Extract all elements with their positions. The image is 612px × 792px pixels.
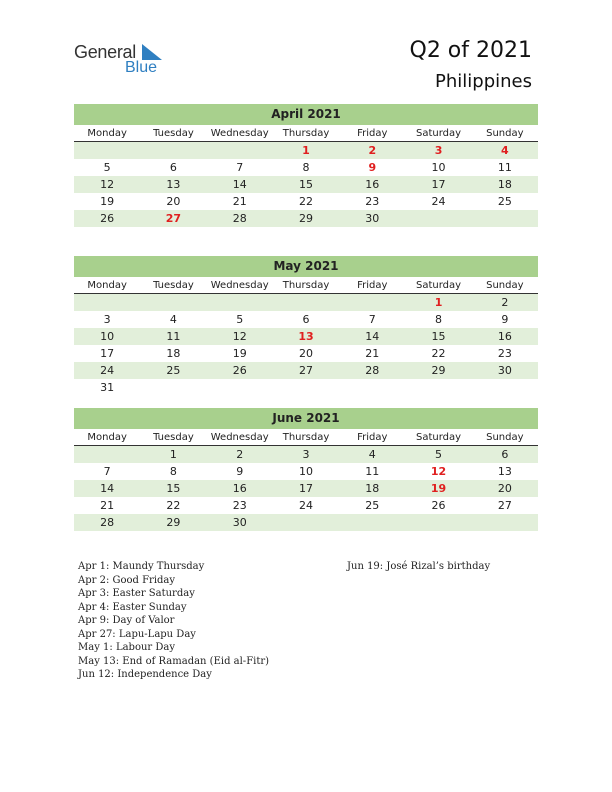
day-cell [472,210,538,227]
day-cell: 10 [298,465,313,478]
day-cell: 23 [365,195,380,208]
holiday-note: Apr 4: Easter Sunday [78,601,187,613]
day-cell: 4 [472,142,538,160]
weekday-header: Saturday [405,277,471,294]
holiday-note: Apr 9: Day of Valor [78,615,175,626]
day-cell: 19 [405,480,471,497]
day-cell: 13 [497,465,512,478]
day-cell: 29 [140,514,206,531]
day-cell: 15 [405,328,471,345]
day-cell [472,379,538,396]
day-cell [207,294,273,312]
day-cell: 28 [207,210,273,227]
week-row [74,379,538,396]
day-cell: 1 [140,446,206,464]
day-cell [405,514,471,531]
month-grid [74,277,538,396]
holiday-note: Apr 3: Easter Saturday [78,588,195,599]
weekday-header: Sunday [472,125,538,142]
day-cell: 11 [140,328,206,345]
day-cell: 23 [232,499,247,512]
day-cell [140,294,206,312]
day-cell: 24 [298,499,313,512]
day-cell: 9 [501,313,509,326]
holiday-list-left [78,560,269,682]
weekday-header: Tuesday [140,429,206,446]
week-row [74,480,538,497]
month-title: June 2021 [74,408,538,429]
weekday-header: Monday [74,125,140,142]
day-cell: 4 [169,313,177,326]
day-cell: 27 [273,362,339,379]
day-cell: 17 [100,347,115,360]
weekday-header: Friday [339,125,405,142]
day-cell: 10 [74,328,140,345]
day-cell: 7 [368,313,376,326]
day-cell: 5 [405,446,471,464]
day-cell [140,142,206,160]
weekday-header: Sunday [472,277,538,294]
day-cell: 28 [74,514,140,531]
day-cell: 4 [339,446,405,464]
month-calendar [74,104,538,227]
weekday-header: Monday [74,429,140,446]
day-cell: 25 [497,195,512,208]
week-row [74,328,538,345]
day-cell: 1 [273,142,339,160]
week-row [74,362,538,379]
day-cell: 24 [74,362,140,379]
day-cell: 18 [472,176,538,193]
week-row [74,514,538,531]
day-cell: 27 [497,499,512,512]
day-cell: 9 [368,161,377,174]
week-row [74,210,538,227]
day-cell [405,379,471,396]
weekday-header: Wednesday [207,277,273,294]
month-calendar [74,256,538,396]
month-calendar [74,408,538,531]
day-cell: 14 [207,176,273,193]
day-cell: 8 [435,313,443,326]
day-cell: 26 [74,210,140,227]
day-cell: 7 [103,465,111,478]
day-cell: 7 [236,161,244,174]
day-cell [207,379,273,396]
day-cell: 27 [140,210,206,227]
day-cell [140,379,206,396]
day-cell: 20 [472,480,538,497]
day-cell: 28 [339,362,405,379]
day-cell: 30 [472,362,538,379]
day-cell: 1 [405,294,471,312]
day-cell: 24 [431,195,446,208]
day-cell: 5 [236,313,244,326]
day-cell: 3 [103,313,111,326]
day-cell: 20 [298,347,313,360]
weekday-header: Saturday [405,429,471,446]
day-cell: 8 [169,465,177,478]
week-row [74,142,538,160]
day-cell: 12 [74,176,140,193]
day-cell: 9 [236,465,244,478]
day-cell [74,294,140,312]
day-cell: 25 [365,499,380,512]
day-cell: 19 [100,195,115,208]
day-cell: 15 [140,480,206,497]
holiday-note: May 1: Labour Day [78,642,175,653]
day-cell: 14 [74,480,140,497]
day-cell: 21 [100,499,115,512]
day-cell: 25 [140,362,206,379]
day-cell [339,294,405,312]
day-cell: 23 [497,347,512,360]
day-cell [74,446,140,464]
day-cell: 2 [339,142,405,160]
day-cell: 10 [431,161,446,174]
week-row [74,311,538,328]
day-cell: 31 [100,381,115,394]
day-cell: 13 [140,176,206,193]
day-cell [207,142,273,160]
holiday-note: Jun 19: José Rizal’s birthday [347,561,491,572]
day-cell: 18 [339,480,405,497]
day-cell: 22 [298,195,313,208]
holiday-note: May 13: End of Ramadan (Eid al-Fitr) [78,655,270,667]
weekday-header: Saturday [405,125,471,142]
day-cell: 18 [166,347,181,360]
brand-general: General [74,42,136,62]
day-cell: 6 [169,161,177,174]
day-cell [405,210,471,227]
holiday-note: Apr 27: Lapu-Lapu Day [78,628,196,640]
day-cell: 29 [405,362,471,379]
week-row [74,345,538,362]
day-cell: 2 [472,294,538,312]
holiday-note: Apr 2: Good Friday [78,574,176,586]
day-cell [339,514,405,531]
weekday-header: Thursday [273,277,339,294]
week-row [74,294,538,312]
weekday-header: Wednesday [207,125,273,142]
day-cell: 3 [273,446,339,464]
day-cell [273,294,339,312]
day-cell [472,514,538,531]
day-cell: 8 [302,161,310,174]
week-row [74,176,538,193]
day-cell: 11 [365,465,380,478]
day-cell: 12 [207,328,273,345]
month-title: April 2021 [74,104,538,125]
brand-logo [74,42,174,78]
country-name: Philippines [435,71,532,92]
day-cell [74,142,140,160]
page-title: Q2 of 2021 [409,38,532,63]
month-grid [74,125,538,227]
day-cell: 30 [339,210,405,227]
day-cell: 21 [365,347,380,360]
day-cell: 5 [103,161,111,174]
weekday-header: Friday [339,429,405,446]
weekday-header: Thursday [273,125,339,142]
week-row [74,463,538,480]
holiday-note: Apr 1: Maundy Thursday [78,561,205,572]
weekday-header: Tuesday [140,277,206,294]
weekday-header: Monday [74,277,140,294]
day-cell: 21 [232,195,247,208]
weekday-header: Thursday [273,429,339,446]
logo-triangle-icon [140,44,162,60]
day-cell: 22 [431,347,446,360]
day-cell: 26 [207,362,273,379]
day-cell: 17 [405,176,471,193]
day-cell: 13 [273,328,339,345]
day-cell: 11 [497,161,512,174]
day-cell: 6 [472,446,538,464]
day-cell: 16 [339,176,405,193]
day-cell [273,379,339,396]
day-cell: 30 [207,514,273,531]
day-cell: 26 [431,499,446,512]
week-row [74,193,538,210]
day-cell [339,379,405,396]
weekday-header: Tuesday [140,125,206,142]
day-cell: 6 [302,313,310,326]
day-cell: 22 [166,499,181,512]
day-cell: 29 [273,210,339,227]
day-cell [273,514,339,531]
day-cell: 20 [166,195,181,208]
weekday-header: Wednesday [207,429,273,446]
month-title: May 2021 [74,256,538,277]
day-cell: 16 [207,480,273,497]
month-grid [74,429,538,531]
weekday-header: Sunday [472,429,538,446]
week-row [74,446,538,464]
day-cell: 12 [430,465,447,478]
day-cell: 3 [405,142,471,160]
day-cell: 16 [472,328,538,345]
day-cell: 15 [273,176,339,193]
day-cell: 17 [273,480,339,497]
holiday-list-right [347,560,490,574]
week-row [74,159,538,176]
day-cell: 14 [339,328,405,345]
day-cell: 2 [207,446,273,464]
day-cell: 19 [232,347,247,360]
weekday-header: Friday [339,277,405,294]
holiday-note: Jun 12: Independence Day [78,669,212,680]
brand-blue: Blue [125,59,158,76]
week-row [74,497,538,514]
